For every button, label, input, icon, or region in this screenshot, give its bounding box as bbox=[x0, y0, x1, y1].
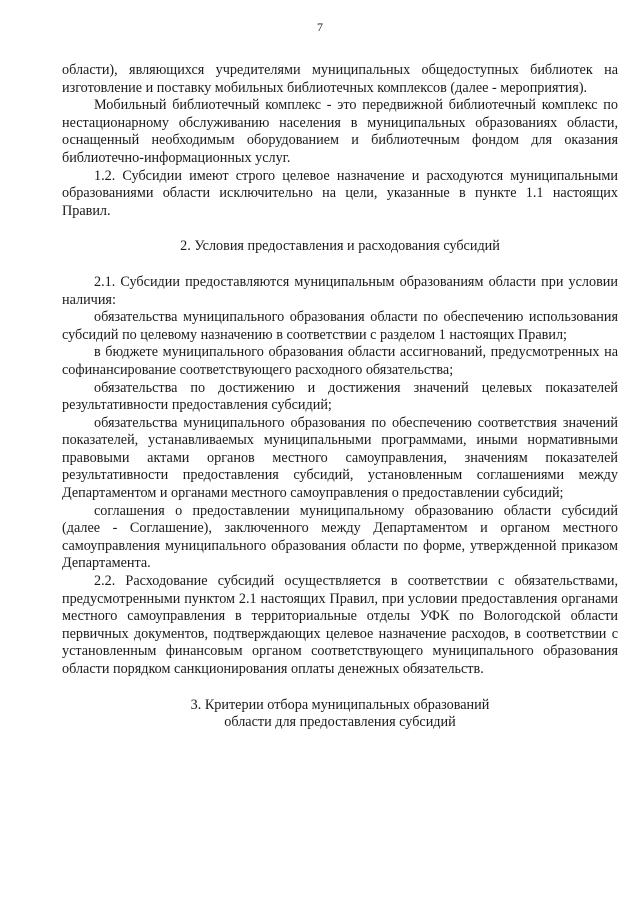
list-item-budget-allocations: в бюджете муниципального образования области ассигнований, предусмотренных на софинансирование соответствующего расходного обязательства; bbox=[62, 344, 618, 378]
paragraph-2-1: 2.1. Субсидии предоставляются муниципальным образованиям области при условии наличия: bbox=[62, 273, 618, 308]
section-3-heading-line-2: области для предоставления субсидий bbox=[224, 714, 456, 731]
page-number: 7 bbox=[317, 20, 323, 34]
paragraph-intro-continuation: области), являющихся учредителями муниципальных общедоступных библиотек на изготовление и поставку мобильных библиотечных комплексов (далее - мероприятия). bbox=[62, 62, 618, 96]
list-item-obligation-indicator-compliance: обязательства муниципального образования по обеспечению соответствия значений показателей, устанавливаемых муниципальными программами, иными нормативными правовыми актами органов местного самоуправления, значениям показателей результативности предоставления субсидий, установленным соглашениями между Департаментом и органами местного самоуправления о предоставлении субсидий; bbox=[62, 414, 618, 502]
section-3-heading bbox=[62, 697, 618, 732]
section-3-heading-line-1: 3. Критерии отбора муниципальных образований bbox=[190, 696, 490, 713]
list-item-agreement: соглашения о предоставлении муниципальному образованию области субсидий (далее - Соглашение), заключенного между Департаментом и органом местного самоуправления муниципального образования области по форме, утвержденной приказом Департамента. bbox=[62, 502, 618, 572]
paragraph-1-2: 1.2. Субсидии имеют строго целевое назначение и расходуются муниципальными образованиями области исключительно на цели, указанные в пункте 1.1 настоящих Правил. bbox=[62, 167, 618, 219]
list-item-obligation-indicators: обязательства по достижению и достижения значений целевых показателей результативности предоставления субсидий; bbox=[62, 379, 618, 414]
list-item-obligation-target-use: обязательства муниципального образования области по обеспечению использования субсидий по целевому назначению в соответствии с разделом 1 настоящих Правил; bbox=[62, 309, 618, 343]
paragraph-2-2: 2.2. Расходование субсидий осуществляется в соответствии с обязательствами, предусмотренными пунктом 2.1 настоящих Правил, при условии предоставления органами местного самоуправления в территориальные отделы УФК по Вологодской области первичных документов, подтверждающих целевое назначение расходов, в соответствии с установленным финансовым органом соответствующего муниципального образования области порядком санкционирования оплаты денежных обязательств. bbox=[62, 573, 618, 677]
document-body bbox=[62, 62, 618, 732]
section-2-heading: 2. Условия предоставления и расходования субсидий bbox=[180, 238, 500, 255]
paragraph-mobile-complex-definition: Мобильный библиотечный комплекс - это передвижной библиотечный комплекс по нестационарному обслуживанию населения в муниципальных образованиях области, оснащенный необходимым оборудованием и библиотечным фондом для оказания библиотечно-информационных услуг. bbox=[62, 97, 618, 166]
